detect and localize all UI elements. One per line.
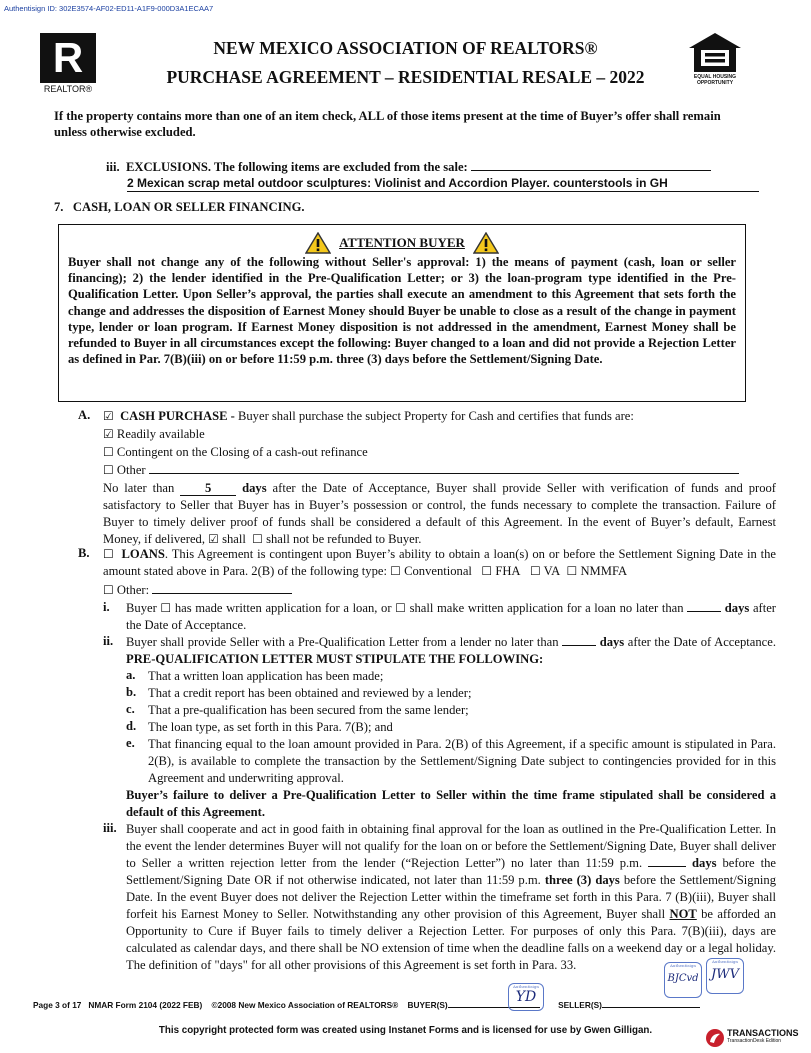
shall-not-checkbox[interactable]: ☐ — [252, 532, 263, 546]
item-e-text: That financing equal to the loan amount provided in Para. 2(B) of this Agreement, if a specific amount is stipulated in Para. 2(B), is available to complete the transaction by the Settlement/Signing Date subject to contingencies provided for in this Agreement and underwriting approval. — [148, 737, 776, 785]
transactions-logo-icon — [705, 1028, 725, 1048]
item-i-text3: shall make written application for a loan no later than — [409, 601, 684, 615]
exclusions-value[interactable]: 2 Mexican scrap metal outdoor sculptures: Violinist and Accordion Player. counterstools in GH — [127, 176, 759, 192]
item-a-text: That a written loan application has been made; — [148, 669, 384, 683]
loan-other-checkbox[interactable]: ☐ — [103, 583, 114, 597]
item-d-label: d. — [126, 719, 137, 733]
buyers-label: BUYER(S) — [407, 1000, 448, 1010]
item-iii-not: NOT — [669, 907, 697, 921]
item-ii-text1: Buyer shall provide Seller with a Pre-Qualification Letter from a lender no later than — [126, 635, 559, 649]
option-other — [103, 462, 739, 478]
section-a-label: A. — [78, 408, 91, 422]
prequal-days-field[interactable] — [562, 645, 596, 646]
item-b-label: b. — [126, 685, 137, 699]
conventional-label: Conventional — [404, 564, 472, 578]
section-7-title: CASH, LOAN OR SELLER FINANCING. — [72, 200, 305, 214]
other-label: Other — [116, 463, 146, 477]
attention-text: Buyer shall not change any of the following without Seller's approval: 1) the means of payment (cash, loan or seller financing); 2) the lender identified in the Pre-Qualification Letter; or 3) the loan-program type identified in the Pre-Qualification Letter. Upon Seller’s approval, the parties shall execute an amendment to this Agreement that sets forth the change and addresses the disposition of Earnest Money should Buyer be unable to close as a result of the change in payment type, lender or loan program. If Earnest Money disposition is not addressed in the amendment, Earnest Money shall be refunded to Buyer in all circumstances except the following: Buyer changed to a loan and did not provide a Rejection Letter as defined in Par. 7(B)(iii) on or before 11:59 p.m. three (3) days before the Settlement/Signing Date. — [68, 255, 736, 367]
fha-label: FHA — [495, 564, 521, 578]
equal-housing-caption1: EQUAL HOUSING — [693, 74, 737, 80]
seller-initials-2: JWV — [711, 967, 739, 982]
loans-text: . This Agreement is contingent upon Buyer’s ability to obtain a loan(s) on or before the Settlement Signing Date in the amount stated above in Para. 2(B) of the following type: — [103, 547, 776, 578]
section-7-number: 7. — [54, 200, 64, 214]
sellers-initials-line[interactable] — [602, 1007, 700, 1008]
item-ii-label: ii. — [103, 634, 114, 648]
shall-checkbox[interactable]: ☑ — [208, 532, 219, 546]
cash-days-field[interactable]: 5 — [180, 482, 236, 496]
item-iii-text3: before the Settlement/Signing Date. In the event Buyer does not deliver the Rejection Letter within the timeframe set forth in this Para. 7 (B)(iii), Buyer shall forfeit his Earnest Money to Seller. Notwithstanding any other provision of this Agreement, Buyer shall — [126, 873, 776, 921]
loan-other-field[interactable] — [152, 593, 292, 594]
equal-housing-icon — [688, 32, 742, 74]
proof-of-funds-paragraph — [103, 480, 776, 548]
copyright-notice: This copyright protected form was created using Instanet Forms and is licensed for use by Gwen Gilligan. — [158, 1025, 653, 1036]
nmmfa-label: NMMFA — [580, 564, 628, 578]
item-c-label: c. — [126, 702, 135, 716]
transactions-logo — [705, 1028, 799, 1053]
buyer-initials: YD — [515, 989, 537, 1005]
transactions-subtitle: TransactionDesk Edition — [727, 1038, 782, 1044]
item-iii-days: days — [692, 856, 717, 870]
section-7-heading — [54, 199, 305, 215]
equal-housing-logo — [683, 32, 747, 86]
warning-icon — [305, 232, 331, 254]
exclusions-label: iii. — [106, 160, 120, 174]
attention-heading — [58, 232, 746, 254]
has-applied-checkbox[interactable]: ☐ — [160, 601, 172, 615]
item-i-text2: has made written application for a loan, or — [174, 601, 392, 615]
item-b-text: That a credit report has been obtained and reviewed by a lender; — [148, 686, 472, 700]
item-i-text1: Buyer — [126, 601, 157, 615]
exclusions-line — [106, 159, 766, 175]
item-i-label: i. — [103, 600, 110, 614]
seller-initials-stamp-1[interactable] — [664, 962, 702, 998]
other-blank-line[interactable] — [149, 473, 739, 474]
authentisign-id: Authentisign ID: 302E3574-AF02-ED11-A1F9-000D3A1ECAA7 — [4, 4, 214, 13]
item-ii-bold: PRE-QUALIFICATION LETTER MUST STIPULATE THE FOLLOWING: — [126, 652, 544, 666]
item-i-text4: after the Date of Acceptance. — [126, 601, 777, 632]
exclusions-blank-line — [471, 170, 711, 171]
item-iii-text — [126, 821, 776, 974]
will-apply-checkbox[interactable]: ☐ — [395, 601, 406, 615]
transactions-name: TRANSACTIONS — [727, 1028, 799, 1038]
sig-label: Authentisign — [670, 963, 696, 968]
attention-title: ATTENTION BUYER — [339, 235, 465, 250]
item-i-days: days — [724, 601, 750, 615]
seller-initials-1: BJCvd — [667, 973, 699, 984]
item-iii-label: iii. — [103, 821, 117, 835]
sig-label: Authentisign — [513, 984, 539, 989]
fha-checkbox[interactable]: ☐ — [481, 564, 493, 578]
warning-icon — [473, 232, 499, 254]
realtor-logo-letter: R — [52, 34, 84, 81]
exclusions-text: EXCLUSIONS. The following items are excluded from the sale: — [125, 160, 468, 174]
seller-initials-stamp-2[interactable] — [706, 958, 744, 994]
shall-not-label: shall not be refunded to Buyer. — [266, 532, 422, 546]
loans-paragraph — [103, 546, 776, 580]
item-iii-text2: before the Settlement/Signing Date OR if not otherwise indicated, not later than 11:59 p.m. — [126, 856, 776, 887]
nmmfa-checkbox[interactable]: ☐ — [566, 564, 578, 578]
form-title-line1: NEW MEXICO ASSOCIATION OF REALTORS® — [213, 38, 598, 58]
readily-available-checkbox[interactable]: ☑ — [103, 427, 114, 441]
loan-other-label: Other: — [116, 583, 150, 597]
option-contingent — [103, 444, 368, 460]
sellers-label: SELLER(S) — [558, 1000, 602, 1010]
sig-label: Authentisign — [712, 959, 738, 964]
item-iii-text4: be afforded an Opportunity to Cure if Buyer fails to timely deliver a Rejection Letter. For purposes of only this Para. 7(B)(iii), days are calculated as calendar days, and there shall be NO extension of time when the deadline falls on a weekend day or a legal holiday. The definition of "days" for all other provisions of this Agreement is set forth in Para. 33. — [126, 907, 776, 972]
item-ii-days: days — [599, 635, 625, 649]
item-iii-three-days: three (3) days — [544, 873, 620, 887]
loan-other-line — [103, 582, 292, 598]
item-ii-text2: after the Date of Acceptance. — [627, 635, 776, 649]
item-d-text: The loan type, as set forth in this Para. 7(B); and — [148, 720, 393, 734]
contingent-checkbox[interactable]: ☐ — [103, 445, 114, 459]
readily-available-label: Readily available — [116, 427, 205, 441]
conventional-checkbox[interactable]: ☐ — [390, 564, 401, 578]
form-title-line2: PURCHASE AGREEMENT – RESIDENTIAL RESALE – 2022 — [166, 67, 645, 87]
section-b-label: B. — [78, 546, 90, 560]
proof-of-funds-text: after the Date of Acceptance, Buyer shall provide Seller with verification of funds and proof satisfactory to Seller that Buyer has in Buyer’s possession or control, the funds necessary to complete the transaction. Failure of Buyer to timely deliver proof of funds shall be considered a default of this Agreement. In the event of Buyer’s default, Earnest Money, if delivered, — [103, 481, 776, 546]
item-c-text: That a pre-qualification has been secured from the same lender; — [148, 703, 469, 717]
cash-purchase-checkbox[interactable]: ☑ — [103, 409, 114, 423]
loans-title: LOANS — [121, 547, 165, 561]
page-footer — [33, 1000, 700, 1010]
option-readily-available — [103, 426, 205, 442]
item-ii-text — [126, 634, 776, 668]
footer-copyright: ©2008 New Mexico Association of REALTORS® — [211, 1000, 399, 1010]
no-later-than-text: No later than — [103, 481, 175, 495]
realtor-logo-caption: REALTOR® — [43, 84, 93, 94]
form-number: NMAR Form 2104 (2022 FEB) — [88, 1000, 203, 1010]
rejection-days-field[interactable] — [648, 866, 686, 867]
other-checkbox[interactable]: ☐ — [103, 463, 114, 477]
cash-purchase-title: CASH PURCHASE - — [120, 409, 235, 423]
loans-checkbox[interactable]: ☐ — [103, 547, 114, 561]
cash-days-word: days — [242, 481, 267, 495]
page-number: Page 3 of 17 — [33, 1000, 82, 1010]
item-i-text — [126, 600, 776, 634]
cash-purchase-text: Buyer shall purchase the subject Property for Cash and certifies that funds are: — [237, 409, 634, 423]
item-iii-text1: Buyer shall cooperate and act in good faith in obtaining final approval for the loan as outlined in the Pre-Qualification Letter. In the event the lender determines Buyer will not qualify for the loan on or before the Settlement/Signing Date, Buyer shall deliver to Seller a written rejection letter from the lender (“Rejection Letter”) no later than 11:59 p.m. — [126, 822, 776, 870]
section-a-heading — [103, 408, 783, 424]
intro-paragraph: If the property contains more than one of an item check, ALL of those items present at the time of Buyer’s offer shall remain unless otherwise excluded. — [54, 109, 721, 139]
item-e-label: e. — [126, 736, 135, 750]
failure-default-text: Buyer’s failure to deliver a Pre-Qualification Letter to Seller within the time frame stipulated shall be considered a default of this Agreement. — [126, 788, 776, 819]
equal-housing-caption2: OPPORTUNITY — [696, 80, 734, 86]
item-a-label: a. — [126, 668, 136, 682]
buyer-initials-stamp[interactable] — [508, 983, 544, 1011]
va-checkbox[interactable]: ☐ — [529, 564, 541, 578]
application-days-field[interactable] — [687, 611, 721, 612]
va-label: VA — [543, 564, 561, 578]
contingent-label: Contingent on the Closing of a cash-out refinance — [116, 445, 368, 459]
shall-label: shall — [222, 532, 246, 546]
